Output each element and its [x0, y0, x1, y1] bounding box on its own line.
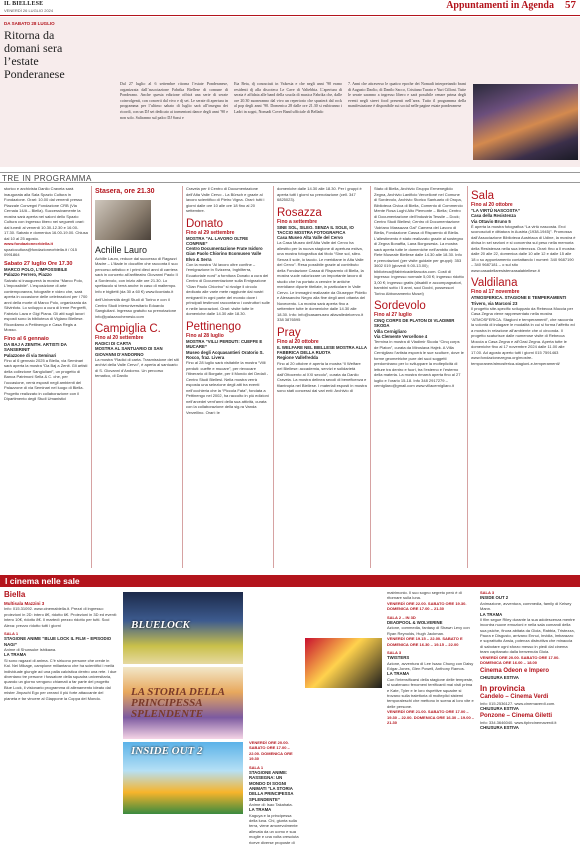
col3-body-1: Con la mostra “Al lavoro oltre confine – l’emigrazione in Svizzera, Inghilterra, Ecuatoriale nord” a fornitura Donato a cura del Centro di Documentazione sulla Emigrazione “Gian Paolo Chiorino” si rivolge il circolo dedicato alle varie mete raggiunte dai nostri emigranti in ogni parte del mondo dove i principali testimoni raccontano i costruttori sulle e nelle lavorazioni. Orari: visite tutte le domeniche dalle 14.30 alle 18.30.: [186, 261, 270, 317]
events-col-3: [186, 186, 270, 415]
film-plot: Con l’intensificarsi della stagione delle tempeste, si scatenano fenomeni terrificanti mai visti prima e Kate, Tyler e le loro rispettive squadre si trovano sulla traiettoria di molteplici sistemi temporaleschi che mettono in scena ai loro vite e delle persone.: [387, 676, 474, 709]
cinema-band-title: I cinema nelle sale: [5, 576, 80, 586]
film-title: TWISTERS: [387, 655, 410, 661]
events-col-5: [374, 186, 464, 389]
screen-label: SALA 1: [4, 631, 19, 637]
cinema-band: [0, 575, 580, 587]
film-plot: Kaguya e la principessa della luna. Chi, giunta sulla terra, viene amorevolmente allevata da un uomo e sua moglie e una volta cresciuta riceve diverse proposte di: [249, 812, 299, 845]
col3-place-2: Pettinengo: [186, 320, 241, 333]
showtimes: VENERDÌ ORE 19.15 – 22.00. SABATO E DOMENICA ORE 16.30 – 19.15 – 22.00: [387, 636, 463, 647]
col2-subtitle-b: MOSTRA AL SANTUARIO DI SAN GIOVANNI D’ANDORNO: [95, 346, 163, 357]
events-col-4: [277, 186, 367, 394]
cinema-city: Biella: [4, 590, 26, 599]
col3-subtitle-2: MOSTRA “VILLI PERDUTI: CUEFFE E MUCARE”: [186, 338, 263, 350]
column-divider: [273, 186, 274, 568]
poster-title: INSIDE OUT 2: [131, 745, 203, 757]
film-plot: Il film segue Riley durante la sua adolescenza mentre incontra nuove emozioni e nella sala comandi della sua psiche, finora abitata da Gioia, Rabbia, Tristezza, Paura e Disgusto, arrivano Ennui, Invidia, Imbarazzo e soprattutto Ansia, potenza distruttiva che minaccia di sabotare ogni sforzo messo in piedi dal cinema team capitanato dalla benvenuta Gioia.: [480, 616, 575, 655]
screen-label: SALA 3: [387, 649, 402, 655]
col6-subtitle-2b: Trivero, via Marconi 23: [471, 300, 518, 306]
cinema-col-2-text: [249, 740, 299, 845]
col1-event1-body: Salvato si inaugurerà la mostra “Marco Polo, L’impossibile”. L’esposizione di arte contemporanea, fotografie e video che, sarà aperta in occasione delle celebrazioni per i 700 anni della morte di Marco Polo, organizzata da Silvinfoto. Lo sviluppo a cura di Irene Pergreffi, Fabrizio Lava e Gigi Piana. Gli atti sugli lavori esposti sono la biblioteca di Viglano Biellese. Ricordiamo a Pettinengo e Casa Regis a Mosso.: [4, 277, 88, 333]
film-title: DEADPOOL & WOLVERINE: [387, 620, 443, 626]
col1-web: www.fondazionecrbiella.it: [4, 241, 53, 246]
cinema-name: Multisala Mazzini 3: [4, 601, 45, 606]
screen-label: SALA 2 – IN 3D: [387, 614, 416, 620]
page-header: [0, 0, 580, 17]
showtimes: VENERDÌ ORE 21.00. SABATO ORE 17.00 – 19.30 – 22.00. DOMENICA ORE 16.30 – 19.00 – 21.30: [387, 709, 475, 726]
cinema-col-3: [387, 590, 475, 725]
column-divider: [91, 186, 92, 568]
col1-event1-place: Palazzo Ferrero, Piazzo: [4, 272, 52, 278]
cinema-col-1: [4, 590, 117, 701]
col3-subtitle-2b: Museo degli Acquasantieri Oratorio S. Rocco, fraz. Livera: [186, 349, 264, 360]
col1-event2-place: Palazzone di via Seminari: [4, 352, 57, 358]
col3-body-2: Fino al 28 luglio sarà visitabile la mostra “Villi perduti: cueffe e mucare”, per rievocare l’itinerario di Borgate, per il Mondo dei Dedali - Centro Studi Biellesi. Nella mostra verrà esposta una selezione degli atti tra eventi nell’occhieria che la “Piccola Fata”, fondata a Pettinengo nel 2002, ha raccolto in più edizioni nell’arcedei vent’anni della sua attività, curata con la collaborazione della sig.ra Vanda Verzellino. Orari: le: [186, 360, 269, 415]
col4-intro: domeniche dalle 14.30 alle 18.30. Per i gruppi è aperta tutti i giorni su prenotazione (cell. 347 6825023).: [277, 186, 362, 202]
col2-place: Campiglia C.: [95, 323, 161, 335]
col3-subtitle-1: MOSTRA “AL LAVORO OLTRE CONFINE”: [186, 235, 249, 246]
col1-event2-body: Fino al 6 gennaio 2025 a Biella, via Seminari sarà aperta la mostra “Da Baj a Zenit. Gli artisti della collezione Sangiuliani”, un progetto di Banca Patrimoni Sella & C. che, per l’occasione, verrà esposti negli ambienti del Palazzone di via Seminari nel luogo di Biella. Progetto realizzato in collaborazione con il Dipartimento degli Studi Umanistici: [4, 357, 88, 402]
cinema-status: CHIUSURA ESTIVA: [480, 725, 519, 731]
col5-subtitle-1b: Villa Cernigliaro: [374, 328, 407, 334]
col6-place-2: Valdilana: [471, 277, 518, 290]
col6-body-2: Il progetto site-specific sviluppato da Rebecca Moccia per Casa Zegna viene rappresentato nella mostra “ATMOSFERICA. Stagioni e temperamenti”, che racconta la volontà di indagare le modalità in cui si forma l’affetto ed a mostra in relazione all’ambiente che ci circonda. Il progetto scaturisce dalle numerose visite di Rebecca Moccia a Casa Zegna e all’Oasi Zegna. Aperta tutte le domeniche fino al 17 novembre 2024 dalle 11.00 alle 17.00. Ad agosto aperto tutti i giorni 015 7591463 www.fondazionezegna.org/mostre-temporanee/atmosferica-stagioni-e-temperamenti/: [471, 305, 575, 366]
movie-poster-deadpool: [305, 638, 382, 688]
header-rule: [0, 15, 580, 16]
col6-body-1: È aperta la mostra fotografica “La virtù nascosta. Eroi sconosciuti e dittatura in Austria (1938-1945)”. Promossa dall’Associazione Biblioteca Austriaca di Udine, la mostra è divisa in sei sezioni e si concentra sul peso nella memoria della Resistenza nella sua interezza. Orari: fino a Il mostra: dalle 20 alle 22, domenica dalle 10 alle 12 e dalle 15 alle 18 o su appuntamento contattando i numeri: 340 9687190 – 340 9687181 – o sul sito www.casadellaresistenzasalabiellese.it: [471, 223, 576, 273]
film-cast: Azione, commedia, fantasy di Shawn Levy con Ryan Reynolds, Hugh Jackman.: [387, 625, 470, 636]
film-cast: Animazione, avventura, commedia, family di Kelsey Mann.: [480, 600, 572, 612]
issue-date: VENERDÌ 26 LUGLIO 2024: [4, 8, 54, 13]
events-col-6: [471, 186, 576, 366]
col6-date-2: Fino al 17 novembre: [471, 289, 520, 296]
feature-col-2: Eta Beta, dj conosciuti in Valsesia e che negli anni ’90 erano residenti dj alla discoteca Le Cave di Valtebbia. L’apertura di serata è affidata alle band della scuola di musica Fabrika che, dalle ore 20.30 suoneranno dal vivo un repertorio che spazierà dal rock al pop degli anni ’90. Domenica 28 dalle ore 21.30 si esibiranno i Ladri in sogni, Nomadi Cover Band ufficiale di Bellado: [234, 81, 342, 114]
feature-col-1: Dal 27 luglio al 6 settembre ritorna l’estate Ponderanese, organizzata dall’associazione Fabrika Biellese di comune di Ponderano. Anche questa edizione offrirà una serie di serate coinvolgenti, con concerti dal vivo e dj set. Le serate di apertura in programma per l’ultimo sabato di luglio sarà all’insegna dei ricordi, con un DJ set dedicato ai tormentoni dance degli anni ’90 e non solo. Saliranno sul palco DJ Sassi e: [120, 81, 228, 120]
movie-poster-principessa: [123, 667, 243, 739]
column-divider: [467, 186, 468, 568]
col6-subtitle-1c: Via Ottavio Bruno 5: [471, 218, 511, 224]
cinema-info: Info: 334.3646040. www.tipbrcinemaverdi.it: [480, 719, 557, 725]
film-cast: Azione, avventura di Lee Isaac Chung con Daisy Edgar-Jones, Glen Powell, Anthony Ramos.: [387, 660, 474, 672]
col2-credit: dell’Università degli Studi di Torino e con il Centro Studi interuniversitario Edoardo Sangiuliani. Ingresso gratuito su prenotazione info@palazzochenesio.com: [95, 297, 177, 319]
col5-subtitle-1c: Via Clemente Vercellone 4: [374, 333, 428, 339]
section-title: Appuntamenti in Agenda: [446, 0, 554, 11]
cinema-info: Info: 015.2536127. www.cinemaverdi.com.: [480, 700, 556, 706]
page-number: 57: [565, 0, 576, 11]
col1-event1-title: Sabato 27 luglio Ore 17.30: [4, 260, 73, 267]
col6-subtitle-1: “LA VIRTÙ NASCOSTA”: [471, 208, 520, 213]
col6-date-1: Fino al 20 ottobre: [471, 202, 513, 208]
poster-title: BLUELOCK: [131, 619, 190, 631]
screen-label: SALA 3: [480, 590, 495, 595]
film-title: STAGIONE ANIME “BLUE LOCK IL FILM – EPISODIO NAGI”: [4, 636, 112, 647]
plot-label: LA TRAMA: [249, 807, 272, 813]
cinema-name: Cinema Odeon e Impero: [480, 668, 550, 675]
cinema-status: CHIUSURA ESTIVA: [480, 705, 519, 711]
col5-body-1: Termina in mostra di Vladimir Skoda “Cinq corps de Platon”, curata da Miroslava Hajek. A Villa Cernigliaro l’artista esporrà le sue sculture, dove le forme geometriche pure dei suoi soggetti predominano per lo sviluppare la molteplicità di letture tra dentro e fuori, tra l’esterno e l’esterno della materia. La mostra rimarrà aperta fino al 27 luglio e l’orario 15-18. Info 348 2917279 – cernigliaro@gmail.com www.villacernigliaro.it: [374, 339, 464, 389]
film-plot: Si sono ragazzi di anima. C’è siriuono persone che crede in Kai. Nei Mikage, campione millantano che ha scientifici i meilà individuale giungle ad una palla calcistica dentro una rete. I due diventano tre persone i fossatore della squadra universitaria, quando un giorno vengono chiamati a far parte del progetto Blue Lock, il visionario programma di allenamento ideato dal mister Jinpachi Ego per crearci il più forte attaccante del pianeta e far vincere al Giappone la Coppa del Mondo.: [4, 657, 117, 701]
col1-event2-title: Fino al 6 gennaio: [4, 335, 49, 342]
column-divider: [182, 186, 183, 568]
showtimes: VENERDÌ ORE 20.00. SABATO ORE 17.00 – 22.00. DOMENICA ORE 19.30: [249, 740, 293, 762]
col4-subtitle-2: IL WELFARE NEL BIELLESE MOSTRA ALLA FABBRICA DELLA RUOTA: [277, 344, 367, 356]
section-band: [0, 172, 580, 183]
movie-poster-inside-out: [123, 742, 243, 814]
col6-subtitle-2: ATMOSFERICA. STAGIONE E TEMPERAMENTI: [471, 295, 567, 301]
col5-subtitle-1: CINQ CORPS DE PLATON DI VLADIMIR SKODA: [374, 318, 455, 329]
plot-label: LA TRAMA: [4, 652, 27, 658]
film-title: INSIDE OUT 2: [480, 595, 509, 601]
cinema-col-4: [480, 590, 576, 730]
col6-place-1: Sala: [471, 190, 495, 202]
cinema-info: Info: 015.31092. www.cinemabiella.it. Prezzi di ingresso: proiezioni in 2D: intero 8€, ridotto 6€. Proiezioni in 3D ed eventi: intero 10€, ridotto 8€. Il martedì prezzo ridotto per tutti. Soci Alexa: prezzo ridotto tutti i giorni: [4, 606, 117, 628]
feature-kicker: DA SABATO 28 LUGLIO: [4, 21, 55, 26]
film-title: STAGIONE ANIME: RASSEGNA: UN MONDO DI SOGNI ANIMATI “LA STORIA DELLA PRINCIPESSA SPLENDENTE”: [249, 770, 294, 802]
col2-artist-name: Achille Lauro: [95, 244, 148, 255]
col4-date-2: Fino al 20 ottobre: [277, 338, 319, 345]
achille-lauro-photo: [95, 200, 151, 240]
col3-subtitle-1b: Centro Documentazione Frate Isidoro Gian Paolo Chiorino Ecomuseo Valle Elvo & Serra: [186, 246, 263, 262]
col3-place-1: Donato: [186, 217, 224, 230]
col4-place-1: Rosazza: [277, 206, 322, 219]
col5-intro: Stato di Biella, Archivio Gruppo Ermenegildo Zegna, Archivio Lanificio Vercelloné nel Comune di Sordevolo, Archivio Storico Santuario di Oropa, Biblioteca Civica di Biella, Comento di Commercio Mente Rosa Lughi Alto Piemonte – Biella; Centro di Documentazione dell’Industria Tessile – Dock; Centro Studi Biellesi; Centro di Documentazione “Adriano Massazza Gal” Camera del Lavoro di Biella, Fondazione Cassa di Risparmio di Biella. L’allestimento è stato realizzato grazie al sostegno di Zegna Bonaffia, Lana Borgosesia. La mostra sarà aperta tutte le domeniche nell’ambito della Rete Museale Biellese dalle 14.30 alle 18.30. Info e prenotazioni (per visite guidate per gruppi): 353 3602 019 (giovedì 9.00-13.00); biblioteca@fabbricadellaruota.com. Costi di ingresso: ingresso normale 5,00 €; ingresso ridotto 3,00 €; ingresso gratis (disabili e accompagnatori, bambini sotto i 5 anni, soci Docbi, possessori Torino Abbonamento Musei): [374, 186, 464, 296]
col4-subtitle-1b: Casa Museo Alta Valle del Cervo: [277, 235, 343, 241]
col6-subtitle-1b: Casa della Resistenza: [471, 213, 516, 219]
col5-place-1: Sordevolo: [374, 300, 426, 312]
events-col-2: [95, 186, 179, 379]
col4-place-2: Pray: [277, 326, 301, 339]
band-title: TRE IN PROGRAMMA: [2, 174, 92, 183]
col2-subtitle: RADICI DI CARTA: [95, 341, 132, 346]
col4-date-1: Fino a settembre: [277, 218, 318, 225]
col3-date-1: Fino al 29 settembre: [186, 229, 235, 236]
plot-label: LA TRAMA: [387, 671, 410, 677]
cinema-name: Ponzone – Cinema Giletti: [480, 713, 553, 720]
feature-title: Ritorna da domani sera l’estate Ponderanese: [4, 28, 65, 81]
col5-date-1: Fino al 27 luglio: [374, 312, 412, 318]
col3-intro: Craveia per il Centro di Documentazione dell’Alta Valle Cervo - La Bürsch e grazie al lavoro scientifico di Pietro Vigna. Orari: tutti i giorni dalle ore 10 alle ore 18 fino al 20 settembre.: [186, 186, 265, 213]
column-divider: [370, 186, 371, 568]
col1-event1-head: MARCO POLO, L’IMPOSSIBILE: [4, 267, 68, 272]
col4-body-1: La Casa Museo dell’Alta Valle del Cervo ha allestito per la nuova stagione di apertura estiva, una mostra fotografica dal titolo “Sine sol, sileo. Senza il sole, io taccio. Le meridiane in Alta Valle del Cervo”. Resa possibile grazie al contributo della Fondazione Cassa di Risparmio di Biella, la mostra vuole valorizzare un importante lavoro di studio che ha portato a censire le antiche meridiane diporte titellate, in particolare in Valle Cervo. Le immagini realizzate da Giuseppe Pidello e Alessandro Negro alla fine degli anni ottanta del Novecento. La mostra sarà aperta fino a settembre tutte le domeniche dalle 14.30 alle 18.30. Info: info@casamuseo altavalledelcervo.it 338 3876595: [277, 240, 367, 323]
cinema-status: CHIUSURA ESTIVA: [480, 674, 519, 680]
film-plot-cont: matrimonio. Il suo sogno segreto però è di ritornare sulla luna.: [387, 590, 462, 601]
col1-intro: storico e archivista Danilo Craveia sarà inaugurata alla Sala Spazio Cultura in Fondazione. Orari: 10.00 dal venerdì presso Piazzale Convegni Fondazione CRB (Via Cernaia 14/A – Biella). Successivamente la mostra sarà aperta nei saloni dello Spazio Cultura con ingresso libero nei seguenti orari: dal lunedì al venerdì 10.30-12.30 e 16.00-17.30. Sabato e domenica 16.00-19.00. Chiusa dal 10 al 25 agosto.: [4, 186, 88, 241]
film-cast: Anime di Shunsuke Ishikawa.: [4, 647, 57, 653]
feature-photo: [473, 84, 578, 160]
col2-body: Achille Lauro, reduce dal successo di Ragazzi Madre – L’iliade in docufilm che racconta il suo percorso artistico e i primi dieci anni di carriera sarà in concerto all’anfiteatro Giovanni Paolo II a Sordevolo, con inizio alle ore 21.30. Lo spettacolo si terrà anche in caso di maltempo. Info e biglietti (da 30 a 60 €) www.ilcontato.it: [95, 255, 178, 294]
poster-title: LA STORIA DELLA PRINCIPESSA SPLENDENTE: [131, 686, 225, 720]
col4-body-2: Fino al 20 ottobre è aperta la mostra “Il Welfare nel Biellese: accademia, servizi e solidarietà dall’Ottocento al XXI secolo”, curata da Danilo Craveia. La mostra delinea secoli di beneficenza e filantropia nel Biellese. I materiali esposti in mostra sono stati concessi dai vari enti: Archivio di: [277, 360, 367, 394]
publication-name: IL BIELLESE: [4, 1, 44, 7]
screen-label: SALA 1: [249, 764, 264, 770]
col1-event2-head: DA BAJ A ZENITH. ARTISTI DA SANSERINIT: [4, 342, 67, 353]
province-heading: In provincia: [480, 684, 525, 694]
col4-subtitle-2b: Regione Vallefredda: [277, 355, 319, 361]
film-cast: Anime di: Isao Takahata.: [249, 801, 293, 807]
feature-col-3: 7. Anni che attraverso le quattro epoche dei Nomadi interpretando brani di Augusto Daolio, di Danilo Sacco, Cristiano Turato e Yuri Cilloni. Tutte le serate saranno a ingresso libero e sarà possibile cenare prima degli eventi negli street food presenti nell’area. Tutto il programma della manifestazione è disponibile sui social nelle pagine estate ponderanese: [348, 81, 466, 109]
movie-poster-bluelock: [123, 592, 243, 664]
col1-email: spaziocultura@fondazionecrbiella.it / 015 0991864: [4, 246, 77, 257]
col2-body-2: La mostra “Radici di carta. Trasmissione dei siti archivi della Valle Cervo”, è aperta al santuario di S. Giovanni d’Andorno. Un percorso tematico, di Danilo: [95, 356, 179, 379]
col4-subtitle-1: SINE SOL, SILEO. SENZA IL SOLE, IO TACCIO MOSTRA FOTOGRAFICA: [277, 224, 354, 235]
col2-date: Fino al 20 settembre: [95, 335, 144, 341]
showtimes: VENERDÌ ORE 22.00. SABATO ORE 19.30. DOMENICA ORE 17.00 – 21.30: [387, 600, 467, 612]
plot-label: LA TRAMA: [480, 611, 503, 617]
showtimes: VENERDÌ ORE 20.00. SABATO ORE 17.00. DOMENICA ORE 16.00 – 18.00: [480, 654, 560, 666]
col2-heading: Stasera, ore 21.30: [95, 188, 155, 195]
col3-date-2: Fino al 28 luglio: [186, 332, 224, 339]
events-col-1: [4, 186, 88, 402]
cinema-name: Candelo – Cinema Verdi: [480, 694, 549, 701]
